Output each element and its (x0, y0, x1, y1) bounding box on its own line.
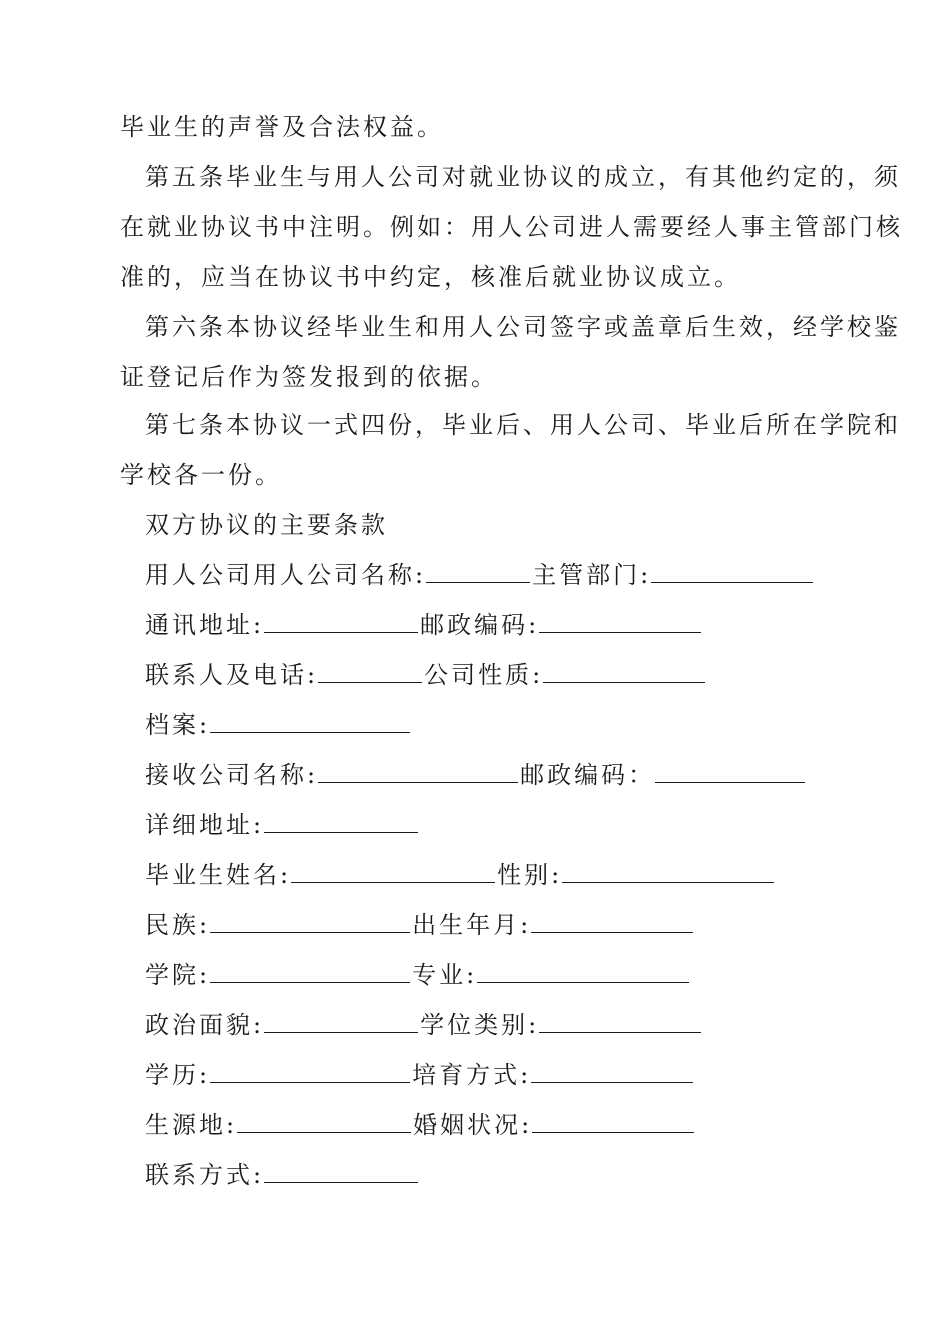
grad-name-label: 毕业生姓名: (145, 861, 292, 889)
dept-blank (651, 560, 813, 583)
detail-address-blank (264, 810, 418, 833)
form-row-contact-method (145, 1160, 420, 1190)
form-row-grad-name (145, 860, 776, 890)
form-row-contact (145, 660, 707, 690)
form-row-origin (145, 1110, 696, 1140)
receiver-label: 接收公司名称: (145, 761, 319, 789)
birth-label: 出生年月: (412, 911, 532, 939)
marital-label: 婚姻状况: (413, 1111, 533, 1139)
form-row-political (145, 1010, 703, 1040)
education-label: 学历: (145, 1061, 211, 1089)
article-5-line-3: 准的，应当在协议书中约定，核准后就业协议成立。 (120, 263, 741, 291)
gender-label: 性别: (497, 861, 563, 889)
address-label: 通讯地址: (145, 611, 265, 639)
article-6-line-2: 证登记后作为签发报到的依据。 (120, 363, 498, 391)
form-row-archive (145, 710, 412, 740)
grad-name-blank (291, 860, 495, 883)
postcode2-blank (655, 760, 805, 783)
education-blank (210, 1060, 410, 1083)
origin-blank (237, 1110, 411, 1133)
birth-blank (531, 910, 693, 933)
receiver-blank (318, 760, 518, 783)
contact-phone-label: 联系人及电话: (145, 661, 319, 689)
form-row-detail-address (145, 810, 420, 840)
employer-name-label: 用人公司用人公司名称: (145, 561, 427, 589)
political-blank (264, 1010, 418, 1033)
degree-type-label: 学位类别: (420, 1011, 540, 1039)
contact-method-label: 联系方式: (145, 1161, 265, 1189)
degree-type-blank (539, 1010, 701, 1033)
archive-blank (210, 710, 410, 733)
article-5-line-2: 在就业协议书中注明。例如：用人公司进人需要经人事主管部门核 (120, 213, 903, 241)
detail-address-label: 详细地址: (145, 811, 265, 839)
article-5-line-1: 第五条毕业生与用人公司对就业协议的成立，有其他约定的，须 (145, 163, 901, 191)
form-row-college (145, 960, 691, 990)
postcode2-label: 邮政编码： (520, 761, 656, 789)
section-heading: 双方协议的主要条款 (145, 511, 388, 539)
contact-phone-blank (318, 660, 422, 683)
employer-name-blank (426, 560, 530, 583)
company-type-blank (543, 660, 705, 683)
form-row-ethnicity (145, 910, 695, 940)
contact-method-blank (264, 1160, 418, 1183)
marital-blank (532, 1110, 694, 1133)
college-blank (210, 960, 410, 983)
postcode-label: 邮政编码: (420, 611, 540, 639)
form-row-employer (145, 560, 815, 590)
ethnicity-blank (210, 910, 410, 933)
address-blank (264, 610, 418, 633)
gender-blank (562, 860, 774, 883)
ethnicity-label: 民族: (145, 911, 211, 939)
company-type-label: 公司性质: (424, 661, 544, 689)
college-label: 学院: (145, 961, 211, 989)
article-7-line-1: 第七条本协议一式四份，毕业后、用人公司、毕业后所在学院和 (145, 411, 901, 439)
article-6-line-1: 第六条本协议经毕业生和用人公司签字或盖章后生效，经学校鉴 (145, 313, 901, 341)
training-label: 培育方式: (412, 1061, 532, 1089)
postcode-blank (539, 610, 701, 633)
paragraph-line: 毕业生的声誉及合法权益。 (120, 113, 444, 141)
form-row-education (145, 1060, 695, 1090)
form-row-address (145, 610, 703, 640)
major-label: 专业: (412, 961, 478, 989)
political-label: 政治面貌: (145, 1011, 265, 1039)
dept-label: 主管部门: (532, 561, 652, 589)
article-7-line-2: 学校各一份。 (120, 461, 282, 489)
archive-label: 档案: (145, 711, 211, 739)
origin-label: 生源地: (145, 1111, 238, 1139)
training-blank (531, 1060, 693, 1083)
form-row-receiver (145, 760, 807, 790)
major-blank (477, 960, 689, 983)
